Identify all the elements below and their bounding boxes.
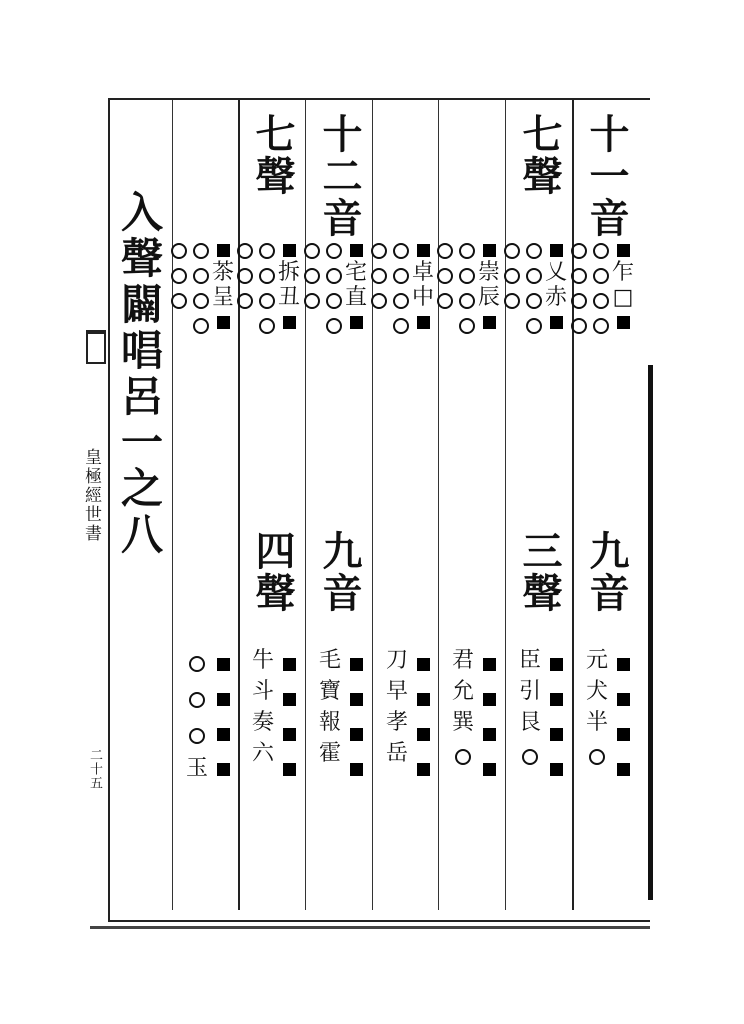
lower-row (452, 650, 474, 779)
rhyme-character: 早 (386, 679, 409, 704)
blank-cell (239, 318, 251, 330)
table-column (174, 105, 240, 905)
rhyme-character: 刀 (386, 648, 409, 673)
filled-square-mark (350, 763, 363, 776)
section-title: 入聲闢唱呂一之八 (115, 190, 164, 558)
upper-row (590, 240, 612, 340)
filled-square-mark (617, 693, 630, 706)
rhyme-character: 乂 (545, 260, 568, 285)
empty-circle-mark (371, 293, 387, 309)
lower-row (586, 650, 608, 779)
empty-circle-mark (304, 243, 320, 259)
rhyme-character: □ (612, 285, 634, 310)
rhyme-character: 直 (345, 285, 368, 310)
empty-circle-mark (393, 268, 409, 284)
rhyme-character: 犬 (586, 679, 609, 704)
upper-row (212, 240, 234, 334)
lower-row (278, 650, 300, 790)
filled-square-mark (217, 693, 230, 706)
rhyme-character: 霍 (319, 741, 342, 766)
lower-row (212, 650, 234, 790)
filled-square-mark (417, 316, 430, 329)
rhyme-character: 臣 (519, 648, 542, 673)
upper-row (612, 240, 634, 334)
empty-circle-mark (326, 318, 342, 334)
filled-square-mark (550, 693, 563, 706)
rhyme-character: 乍 (612, 260, 635, 285)
rhyme-character: 孝 (386, 710, 409, 735)
page-number: 二十五 (87, 748, 102, 790)
upper-row (278, 240, 300, 334)
filled-square-mark (483, 658, 496, 671)
rhyme-character: 呈 (212, 285, 235, 310)
lower-row (386, 650, 408, 774)
empty-circle-mark (522, 749, 538, 765)
filled-square-mark (617, 316, 630, 329)
rhyme-character: 赤 (545, 285, 568, 310)
filled-square-mark (283, 763, 296, 776)
empty-circle-mark (193, 293, 209, 309)
margin-title: 皇極經世書 (81, 448, 101, 543)
empty-circle-mark (571, 243, 587, 259)
rhyme-character: 斗 (252, 679, 275, 704)
rhyme-character: 奏 (252, 710, 275, 735)
empty-circle-mark (504, 268, 520, 284)
rhyme-character: 辰 (478, 285, 501, 310)
empty-circle-mark (526, 318, 542, 334)
empty-circle-mark (589, 749, 605, 765)
filled-square-mark (217, 763, 230, 776)
lower-row (186, 650, 208, 789)
filled-square-mark (617, 658, 630, 671)
upper-row (345, 240, 367, 334)
filled-square-mark (417, 244, 430, 257)
rhyme-character: 毛 (319, 648, 342, 673)
filled-square-mark (417, 763, 430, 776)
filled-square-mark (617, 244, 630, 257)
rhyme-character: 元 (586, 648, 609, 673)
upper-row (168, 240, 190, 336)
blank-cell (173, 318, 185, 330)
lower-row (545, 650, 567, 790)
empty-circle-mark (171, 243, 187, 259)
empty-circle-mark (171, 268, 187, 284)
empty-circle-mark (593, 243, 609, 259)
empty-circle-mark (393, 318, 409, 334)
blank-cell (373, 318, 385, 330)
empty-circle-mark (459, 293, 475, 309)
upper-row (412, 240, 434, 334)
empty-circle-mark (504, 293, 520, 309)
rhyme-character: 牛 (252, 648, 275, 673)
empty-circle-mark (304, 268, 320, 284)
filled-square-mark (350, 244, 363, 257)
empty-circle-mark (259, 318, 275, 334)
bottom-rule (90, 926, 650, 929)
empty-circle-mark (455, 749, 471, 765)
empty-circle-mark (393, 293, 409, 309)
lower-heading: 四聲 (249, 530, 296, 614)
filled-square-mark (283, 658, 296, 671)
table-column (374, 105, 440, 905)
lower-row (319, 650, 341, 774)
rhyme-character: 報 (319, 710, 342, 735)
filled-square-mark (617, 728, 630, 741)
empty-circle-mark (526, 268, 542, 284)
filled-square-mark (217, 728, 230, 741)
empty-circle-mark (459, 318, 475, 334)
frame-right-border (648, 365, 653, 900)
filled-square-mark (217, 244, 230, 257)
lower-row (252, 650, 274, 774)
rhyme-character: 六 (252, 741, 275, 766)
lower-row (412, 650, 434, 790)
empty-circle-mark (593, 318, 609, 334)
empty-circle-mark (571, 318, 587, 334)
upper-row (523, 240, 545, 340)
empty-circle-mark (171, 293, 187, 309)
filled-square-mark (483, 763, 496, 776)
filled-square-mark (283, 244, 296, 257)
upper-row (390, 240, 412, 340)
filled-square-mark (350, 693, 363, 706)
upper-row (478, 240, 500, 334)
filled-square-mark (350, 316, 363, 329)
rhyme-character: 卓 (412, 260, 435, 285)
filled-square-mark (283, 316, 296, 329)
filled-square-mark (417, 693, 430, 706)
column-divider (172, 100, 173, 910)
rhyme-character: 君 (452, 648, 475, 673)
empty-circle-mark (259, 268, 275, 284)
empty-circle-mark (189, 728, 205, 744)
lower-row (612, 650, 634, 790)
empty-circle-mark (459, 268, 475, 284)
rhyme-character: 半 (586, 710, 609, 735)
empty-circle-mark (326, 268, 342, 284)
filled-square-mark (217, 658, 230, 671)
rhyme-character: 允 (452, 679, 475, 704)
table-column (507, 105, 573, 905)
filled-square-mark (483, 728, 496, 741)
empty-circle-mark (393, 243, 409, 259)
filled-square-mark (617, 763, 630, 776)
blank-cell (506, 318, 518, 330)
rhyme-character: 引 (519, 679, 542, 704)
empty-circle-mark (526, 243, 542, 259)
lower-row (345, 650, 367, 790)
filled-square-mark (350, 728, 363, 741)
fishtail-mark (86, 330, 106, 364)
filled-square-mark (550, 316, 563, 329)
upper-row (323, 240, 345, 340)
empty-circle-mark (259, 243, 275, 259)
rhyme-character: 巽 (452, 710, 475, 735)
filled-square-mark (483, 244, 496, 257)
empty-circle-mark (526, 293, 542, 309)
filled-square-mark (550, 728, 563, 741)
lower-heading: 九音 (316, 530, 363, 614)
upper-heading: 十二音 (316, 113, 363, 239)
empty-circle-mark (593, 268, 609, 284)
lower-heading: 三聲 (516, 530, 563, 614)
filled-square-mark (417, 658, 430, 671)
table-column (440, 105, 506, 905)
rhyme-character: 中 (412, 285, 435, 310)
lower-heading: 九音 (583, 530, 630, 614)
upper-row (256, 240, 278, 340)
upper-row (190, 240, 212, 340)
upper-heading: 七聲 (516, 113, 563, 197)
rhyme-character: 茶 (212, 260, 235, 285)
empty-circle-mark (193, 268, 209, 284)
filled-square-mark (550, 658, 563, 671)
upper-heading: 七聲 (249, 113, 296, 197)
empty-circle-mark (189, 656, 205, 672)
blank-cell (306, 318, 318, 330)
upper-row (545, 240, 567, 334)
rhyme-character: 玉 (186, 756, 209, 781)
rhyme-character: 岳 (386, 741, 409, 766)
empty-circle-mark (504, 243, 520, 259)
upper-heading: 十一音 (583, 113, 630, 239)
filled-square-mark (217, 316, 230, 329)
filled-square-mark (550, 763, 563, 776)
rhyme-character: 拆 (278, 260, 301, 285)
empty-circle-mark (571, 293, 587, 309)
rhyme-character: 宅 (345, 260, 368, 285)
filled-square-mark (483, 316, 496, 329)
rhyme-character: 丑 (278, 285, 301, 310)
lower-row (519, 650, 541, 779)
empty-circle-mark (459, 243, 475, 259)
filled-square-mark (283, 693, 296, 706)
filled-square-mark (283, 728, 296, 741)
empty-circle-mark (371, 268, 387, 284)
empty-circle-mark (571, 268, 587, 284)
blank-cell (439, 318, 451, 330)
empty-circle-mark (193, 318, 209, 334)
rhyme-character: 崇 (478, 260, 501, 285)
lower-row (478, 650, 500, 790)
table-column (574, 105, 640, 905)
filled-square-mark (550, 244, 563, 257)
empty-circle-mark (189, 692, 205, 708)
filled-square-mark (350, 658, 363, 671)
filled-square-mark (483, 693, 496, 706)
filled-square-mark (417, 728, 430, 741)
empty-circle-mark (259, 293, 275, 309)
table-column (307, 105, 373, 905)
empty-circle-mark (593, 293, 609, 309)
table-column (240, 105, 306, 905)
rhyme-character: 艮 (519, 710, 542, 735)
upper-row (456, 240, 478, 340)
empty-circle-mark (193, 243, 209, 259)
empty-circle-mark (326, 243, 342, 259)
rhyme-character: 寶 (319, 679, 342, 704)
empty-circle-mark (326, 293, 342, 309)
empty-circle-mark (304, 293, 320, 309)
empty-circle-mark (371, 243, 387, 259)
